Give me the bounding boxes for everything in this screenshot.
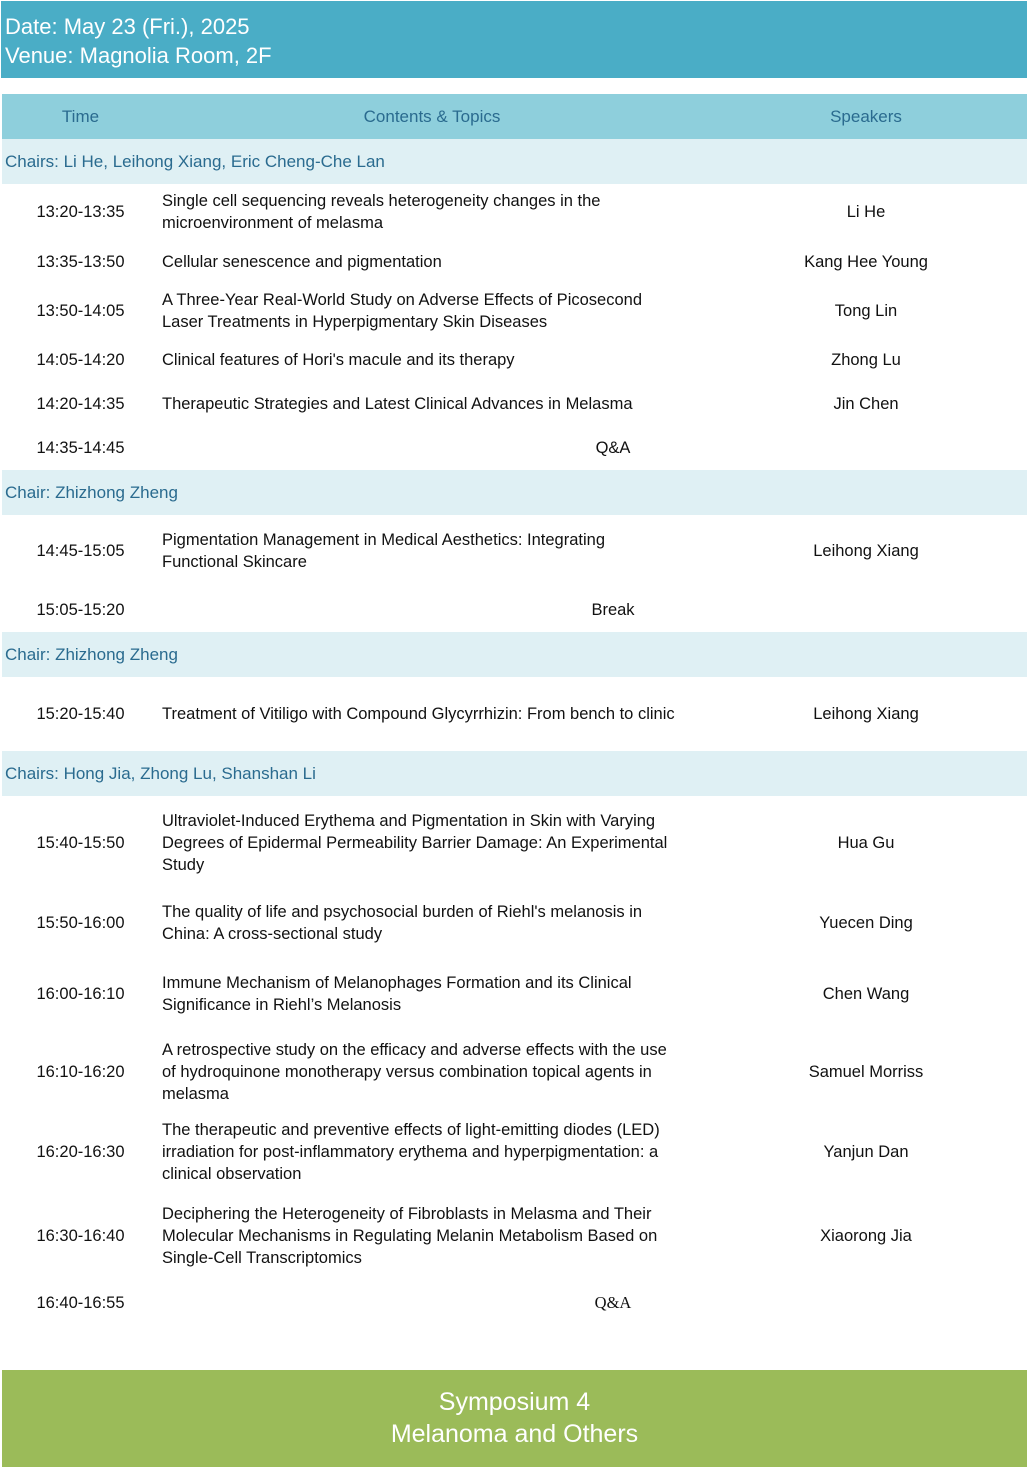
date-venue-header [1,1,1027,78]
date-text: Date: May 23 (Fri.), 2025 [5,14,250,39]
topic-cell: Deciphering the Heterogeneity of Fibroblasts in Melasma and Their Molecular Mechanisms in Regulating Melanin Metabolism Based on Single-Cell Transcriptomics [162,1204,658,1267]
time-cell: 16:40-16:55 [36,1294,125,1312]
table-row [2,285,1027,337]
speaker-cell: Xiaorong Jia [820,1226,912,1245]
time-cell: 14:45-15:05 [36,542,125,560]
topic-cell: Immune Mechanism of Melanophages Formation and its Clinical Significance in Riehl’s Melanosis [162,974,632,1014]
speaker-cell: Leihong Xiang [813,705,919,723]
chairs-label: Chair: Zhizhong Zheng [2,470,1027,515]
chairs-label: Chairs: Hong Jia, Zhong Lu, Shanshan Li [2,751,1027,796]
speaker-cell: Zhong Lu [831,350,901,369]
speaker-cell: Samuel Morriss [808,1063,924,1081]
topic-cell: Ultraviolet-Induced Erythema and Pigmentation in Skin with Varying Degrees of Epidermal Permeability Barrier Damage: An Experimental Study [162,811,668,874]
speaker-cell: Tong Lin [834,302,898,320]
time-cell: 16:20-16:30 [36,1142,125,1161]
speaker-cell: Leihong Xiang [813,542,919,560]
speaker-cell: Li He [846,202,886,221]
time-cell: 15:05-15:20 [36,600,125,619]
chair-row [2,632,1027,677]
time-cell: 16:00-16:10 [36,985,125,1003]
speaker-cell: Yanjun Dan [823,1142,909,1161]
speaker-cell: Yuecen Ding [819,914,913,932]
time-cell: 13:20-13:35 [36,202,125,221]
table-row [2,515,1027,587]
time-cell: 14:20-14:35 [36,395,125,413]
time-cell: 13:50-14:05 [36,302,125,320]
time-cell: 16:10-16:20 [36,1063,125,1081]
topic-cell: Clinical features of Hori's macule and its therapy [162,350,515,369]
table-row-break [2,587,1027,632]
topic-cell: Treatment of Vitiligo with Compound Glycyrrhizin: From bench to clinic [162,705,675,723]
chairs-label: Chair: Zhizhong Zheng [2,632,1027,677]
topic-cell: The therapeutic and preventive effects of light-emitting diodes (LED) irradiation for post-inflammatory erythema and hyperpigmentation: a clinical observation [162,1120,660,1183]
speaker-cell: Kang Hee Young [804,253,928,271]
topic-cell: The quality of life and psychosocial burden of Riehl's melanosis in China: A cross-sectional study [162,903,643,943]
time-cell: 15:50-16:00 [36,914,125,932]
chair-row [2,751,1027,796]
topic-cell: A retrospective study on the efficacy and adverse effects with the use of hydroquinone monotherapy versus combination topical agents in melasma [162,1041,667,1103]
time-cell: 15:40-15:50 [36,833,125,852]
symposium-banner [2,1370,1027,1467]
topic-cell: Pigmentation Management in Medical Aesthetics: Integrating Functional Skincare [162,531,606,571]
table-row-qa [2,426,1027,470]
time-cell: 14:05-14:20 [36,350,125,369]
qa-label: Q&A [595,439,631,457]
topic-cell: Therapeutic Strategies and Latest Clinical Advances in Melasma [162,395,633,413]
qa-label: Q&A [594,1293,632,1312]
table-row [2,337,1027,382]
schedule-table [2,94,1027,1325]
time-cell: 13:35-13:50 [36,253,125,271]
topic-cell: A Three-Year Real-World Study on Adverse Effects of Picosecond Laser Treatments in Hyperpigmentary Skin Diseases [162,291,642,331]
table-row [2,239,1027,285]
topic-cell: Cellular senescence and pigmentation [162,253,442,271]
time-cell: 16:30-16:40 [36,1226,125,1245]
chairs-label: Chairs: Li He, Leihong Xiang, Eric Cheng-Che Lan [2,139,1027,184]
speaker-cell: Jin Chen [833,395,899,413]
speakers-column-header: Speakers [705,94,1027,139]
speaker-cell: Hua Gu [837,833,895,852]
topics-column-header: Contents & Topics [159,94,705,139]
table-row [2,1113,1027,1190]
table-row [2,889,1027,957]
column-header-row [2,94,1027,139]
table-row [2,957,1027,1031]
chair-row [2,470,1027,515]
topic-cell: Single cell sequencing reveals heterogeneity changes in the microenvironment of melasma [162,191,601,232]
table-row [2,796,1027,889]
table-row [2,382,1027,426]
table-row [2,1031,1027,1113]
break-label: Break [591,600,635,619]
time-column-header: Time [2,94,159,139]
table-row-qa [2,1281,1027,1325]
venue-text: Venue: Magnolia Room, 2F [5,43,272,68]
table-row [2,1190,1027,1281]
time-cell: 14:35-14:45 [36,439,125,457]
speaker-cell: Chen Wang [822,985,910,1003]
table-row [2,677,1027,751]
symposium-number: Symposium 4 [438,1388,591,1416]
chair-row [2,139,1027,184]
table-row [2,184,1027,239]
time-cell: 15:20-15:40 [36,705,125,723]
symposium-title: Melanoma and Others [390,1420,639,1448]
